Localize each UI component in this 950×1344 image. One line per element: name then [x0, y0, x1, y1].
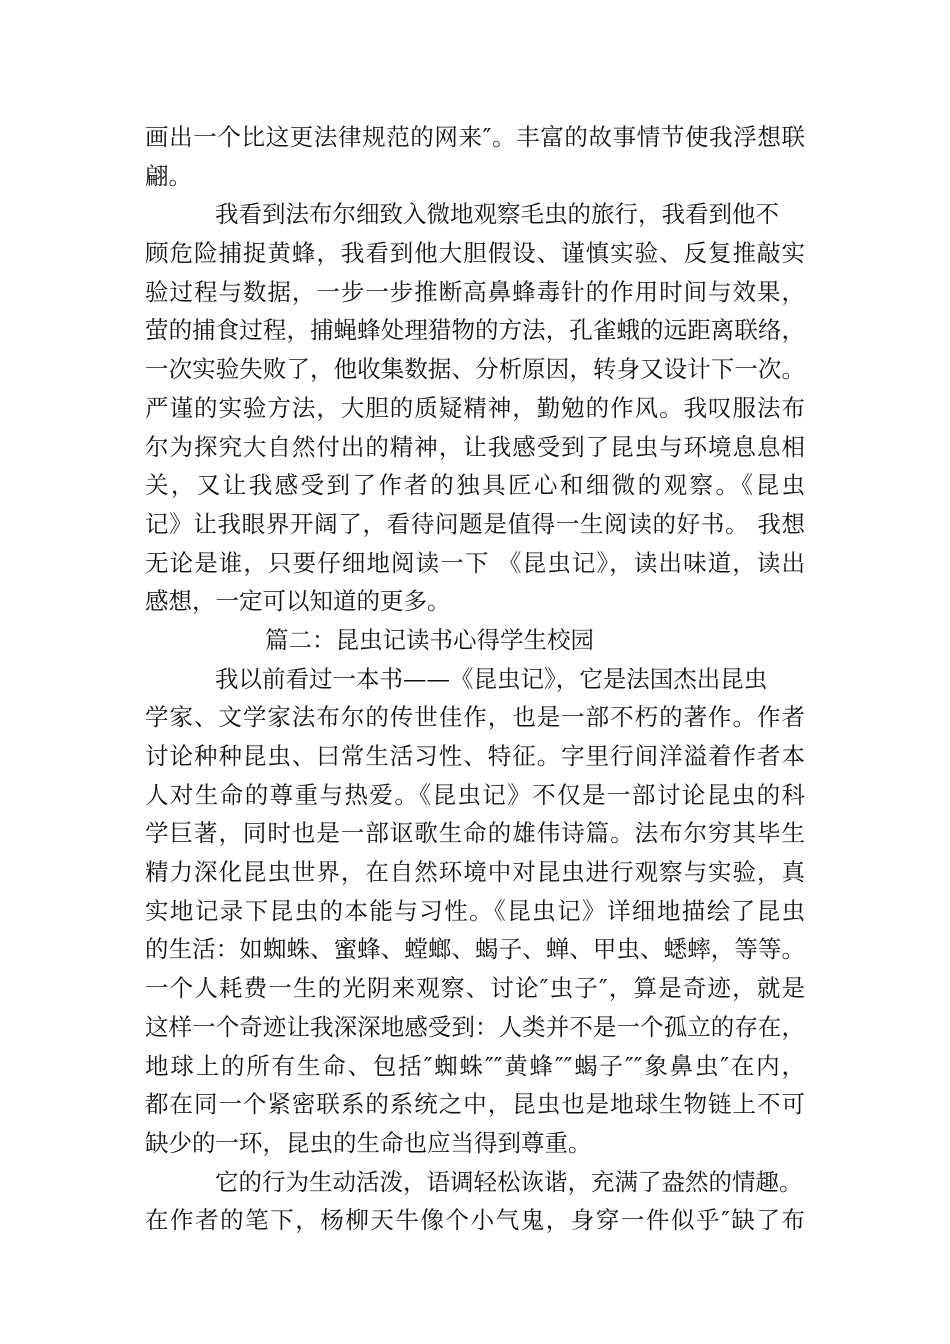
text-line: 无论是谁，只要仔细地阅读一下 《昆虫记》，读出味道，读出 — [145, 548, 805, 577]
text-line: 人对生命的尊重与热爱。《昆虫记》不仅是一部讨论昆虫的科 — [145, 780, 805, 809]
text-line: 实地记录下昆虫的本能与习性。《昆虫记》详细地描绘了昆虫 — [145, 896, 805, 925]
text-line: 讨论种种昆虫、曰常生活习性、特征。字里行间洋溢着作者本 — [145, 742, 805, 770]
paragraph-first-line: 它的行为生动活泼，语调轻松诙谐，充满了盎然的情趣。 — [215, 1167, 803, 1196]
text-line: 都在同一个紧密联系的系统之中，昆虫也是地球生物链上不可 — [145, 1090, 805, 1119]
text-line: 萤的捕食过程，捕蝇蜂处理猎物的方法，孔雀蛾的远距离联络， — [145, 316, 805, 345]
text-line: 严谨的实验方法，大胆的质疑精神，勤勉的作风。我叹服法布 — [145, 393, 805, 422]
text-line: 一个人耗费一生的光阴来观察、讨论″虫子″，算是奇迹，就是 — [145, 974, 805, 1003]
text-line: 画出一个比这更法律规范的网来″。丰富的故事情节使我浮想联 — [145, 123, 805, 151]
text-line: 的生活：如蜘蛛、蜜蜂、螳螂、蝎子、蝉、甲虫、蟋蟀，等等。 — [145, 935, 805, 964]
text-line: 感想，一定可以知道的更多。 — [145, 587, 451, 616]
text-line: 学巨著，同时也是一部讴歌生命的雄伟诗篇。法布尔穷其毕生 — [145, 819, 805, 848]
text-line: 一次实验失败了，他收集数据、分析原因，转身又设计下一次。 — [145, 355, 805, 384]
text-line: 顾危险捕捉黄蜂，我看到他大胆假设、谨慎实验、反复推敲实 — [145, 239, 805, 268]
text-line: 翩。 — [145, 161, 192, 190]
text-line: 关，又让我感受到了作者的独具匠心和细微的观察。《昆虫 — [145, 471, 805, 500]
section-heading: 篇二：昆虫记读书心得学生校园 — [265, 625, 594, 654]
paragraph-first-line: 我以前看过一本书——《昆虫记》，它是法国杰出昆虫 — [215, 664, 768, 693]
text-line: 地球上的所有生命、包括″蜘蛛″″黄蜂″″蝎子″″象鼻虫″在内， — [145, 1051, 805, 1080]
text-line: 记》让我眼界开阔了，看待问题是值得一生阅读的好书。 我想 — [145, 509, 805, 538]
text-line: 验过程与数据，一步一步推断高鼻蜂毒针的作用时间与效果， — [145, 277, 805, 306]
text-line: 精力深化昆虫世界，在自然环境中对昆虫进行观察与实验，真 — [145, 858, 805, 887]
text-line: 这样一个奇迹让我深深地感受到：人类并不是一个孤立的存在， — [145, 1012, 805, 1041]
text-line: 在作者的笔下，杨柳天牛像个小气鬼，身穿一件似乎″缺了布 — [145, 1206, 805, 1235]
paragraph-first-line: 我看到法布尔细致入微地观察毛虫的旅行，我看到他不 — [215, 200, 779, 229]
document-page — [145, 118, 805, 1240]
text-line: 学家、文学家法布尔的传世佳作，也是一部不朽的著作。作者 — [145, 703, 805, 732]
text-line: 缺少的一环，昆虫的生命也应当得到尊重。 — [145, 1128, 592, 1157]
text-line: 尔为探究大自然付出的精神，让我感受到了昆虫与环境息息相 — [145, 432, 805, 461]
